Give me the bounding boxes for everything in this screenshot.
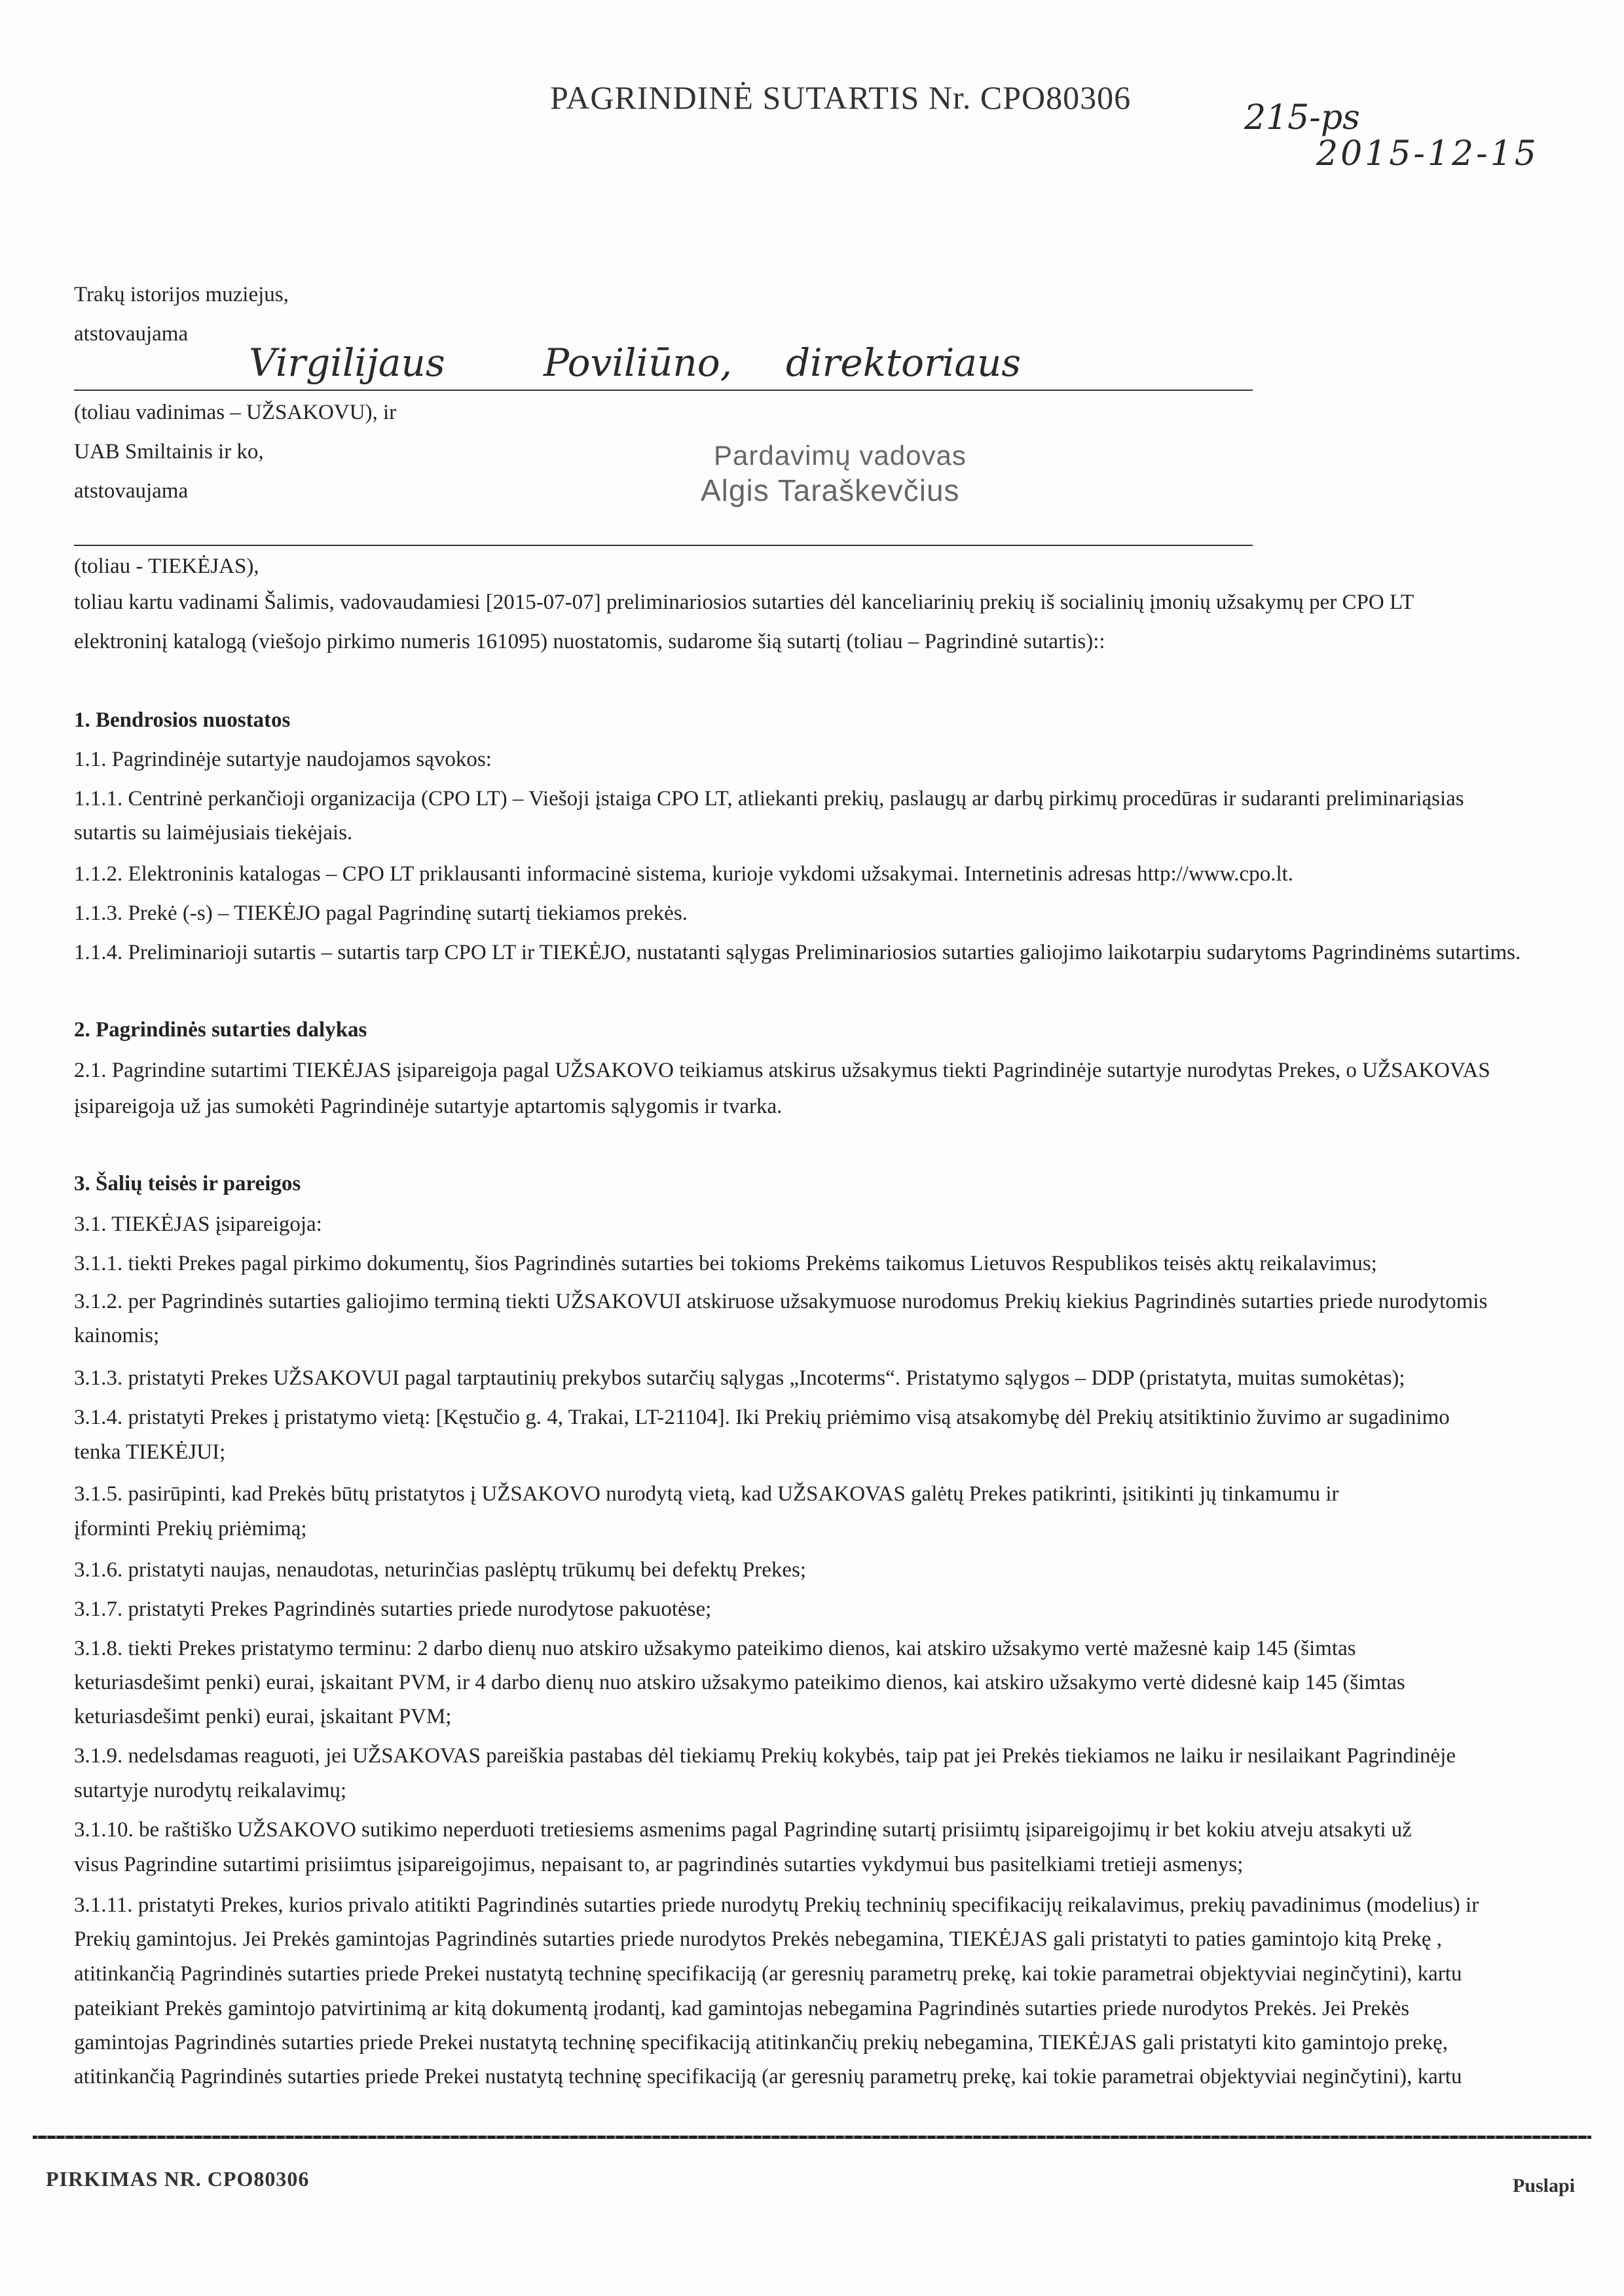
section-3-line: 3.1.4. pristatyti Prekes į pristatymo vietą: [Kęstučio g. 4, Trakai, LT-21104]. Iki Prekių priėmimo visą atsakomybę dėl Prekių atsitiktinio žuvimo ar sugadinimo	[74, 1406, 1450, 1429]
section-3-line: 3.1.10. be raštiško UŽSAKOVO sutikimo neperduoti tretiesiems asmenims pagal Pagrindinę sutartį prisiimtų įsipareigojimų ir bet kokiu atveju atsakyti už	[74, 1818, 1412, 1842]
section-3-line: gamintojas Pagrindinės sutarties priede Prekei nustatytą techninę specifikaciją atitinkančių prekių nebegamina, TIEKĖJAS gali pristatyti kito gamintojo prekę,	[74, 2031, 1448, 2054]
intro-line-1: toliau kartu vadinami Šalimis, vadovaudamiesi [2015-07-07] preliminariosios sutarties dėl kanceliarinių prekių iš socialinių įmonių užsakymų per CPO LT	[74, 591, 1414, 614]
section-2-line: įsipareigoja už jas sumokėti Pagrindinėje sutartyje aptartomis sąlygomis ir tvarka.	[74, 1095, 783, 1118]
section-3-line: įforminti Prekių priėmimą;	[74, 1517, 307, 1540]
intro-line-2: elektroninį katalogą (viešojo pirkimo numeris 161095) nuostatomis, sudarome šią sutartį (toliau – Pagrindinė sutartis)::	[74, 630, 1105, 653]
section-3-line: 3.1.9. nedelsdamas reaguoti, jei UŽSAKOVAS pareiškia pastabas dėl tiekiamų Prekių kokybės, taip pat jei Prekės tiekiamos ne laiku ir nesilaikant Pagrindinėje	[74, 1744, 1456, 1768]
footer-procurement-number: PIRKIMAS NR. CPO80306	[46, 2167, 310, 2191]
buyer-name: Trakų istorijos muziejus,	[74, 283, 289, 306]
section-3-line: tenka TIEKĖJUI;	[74, 1440, 226, 1464]
buyer-note: (toliau vadinimas – UŽSAKOVU), ir	[74, 401, 397, 424]
section-3-line: pateikiant Prekės gamintojo patvirtinimą ar kitą dokumentą įrodantį, kad gamintojas nebegamina Pagrindinės sutarties priede nurodytos Prekės. Jei Prekės	[74, 1997, 1410, 2020]
section-2-line: 2.1. Pagrindine sutartimi TIEKĖJAS įsipareigoja pagal UŽSAKOVO teikiamus atskirus užsakymus tiekti Pagrindinėje sutartyje nurodytas Prekes, o UŽSAKOVAS	[74, 1059, 1490, 1082]
buyer-signature-word-3: direktoriaus	[786, 340, 1022, 385]
buyer-signature-word-1: Virgilijaus	[249, 340, 445, 385]
page-title: PAGRINDINĖ SUTARTIS Nr. CPO80306	[550, 79, 1132, 116]
section-3-line: keturiasdešimt penki) eurai, įskaitant PVM;	[74, 1705, 452, 1728]
supplier-represented-label: atstovaujama	[74, 479, 189, 503]
section-3-line: keturiasdešimt penki) eurai, įskaitant PVM, ir 4 darbo dienų nuo atskiro užsakymo pateikimo dienos, kai atskiro užsakymo vertė didesnė kaip 145 (šimtas	[74, 1671, 1405, 1694]
section-3-line: 3.1.1. tiekti Prekes pagal pirkimo dokumentų, šios Pagrindinės sutarties bei tokioms Prekėms taikomus Lietuvos Respublikos teisės aktų reikalavimus;	[74, 1252, 1377, 1275]
section-3-line: 3.1.5. pasirūpinti, kad Prekės būtų pristatytos į UŽSAKOVO nurodytą vietą, kad UŽSAKOVAS galėtų Prekes patikrinti, įsitikinti jų tinkamumu ir	[74, 1482, 1339, 1506]
section-3-line: 3.1. TIEKĖJAS įsipareigoja:	[74, 1212, 322, 1236]
footer-page-label: Puslapi	[1513, 2175, 1576, 2196]
supplier-note: (toliau - TIEKĖJAS),	[74, 555, 259, 578]
stamp-name: Algis Taraškevčius	[701, 473, 960, 507]
buyer-signature-word-2: Poviliūno,	[544, 340, 733, 385]
section-3-line: 3.1.11. pristatyti Prekes, kurios privalo atitikti Pagrindinės sutarties priede nurodytų Prekių techninių specifikacijų reikalavimus, prekių pavadinimus (modelius) ir	[74, 1893, 1479, 1917]
section-3-line: visus Pagrindine sutartimi prisiimtus įsipareigojimus, nepaisant to, ar pagrindinės sutarties vykdymui bus pasitelkiami tretieji asmenys;	[74, 1853, 1244, 1876]
supplier-representative-line	[74, 545, 1253, 546]
section-3-line: 3.1.7. pristatyti Prekes Pagrindinės sutarties priede nurodytose pakuotėse;	[74, 1597, 712, 1621]
handwritten-registration-number: 215-ps	[1244, 98, 1360, 137]
section-1-heading: 1. Bendrosios nuostatos	[74, 708, 291, 732]
supplier-name: UAB Smiltainis ir ko,	[74, 440, 264, 464]
section-1-line: 1.1.1. Centrinė perkančioji organizacija (CPO LT) – Viešoji įstaiga CPO LT, atliekanti prekių, paslaugų ar darbų pirkimų procedūras ir sudaranti preliminariąsias	[74, 787, 1464, 811]
buyer-represented-label: atstovaujama	[74, 322, 189, 346]
section-1-line: 1.1.4. Preliminarioji sutartis – sutartis tarp CPO LT ir TIEKĖJO, nustatanti sąlygas Preliminariosios sutarties galiojimo laikotarpiu sudarytoms Pagrindinėms sutartims.	[74, 941, 1521, 964]
section-3-line: sutartyje nurodytų reikalavimų;	[74, 1779, 347, 1802]
footer-divider	[33, 2136, 1591, 2139]
section-3-line: 3.1.8. tiekti Prekes pristatymo terminu: 2 darbo dienų nuo atskiro užsakymo pateikimo dienos, kai atskiro užsakymo vertė mažesnė kaip 145 (šimtas	[74, 1637, 1356, 1660]
section-3-heading: 3. Šalių teisės ir pareigos	[74, 1172, 301, 1195]
stamp-role: Pardavimų vadovas	[714, 440, 967, 471]
handwritten-registration-date: 2015-12-15	[1316, 134, 1539, 173]
section-1-line: 1.1.2. Elektroninis katalogas – CPO LT priklausanti informacinė sistema, kurioje vykdomi užsakymai. Internetinis adresas http://www.cpo.lt.	[74, 862, 1294, 886]
section-3-line: atitinkančią Pagrindinės sutarties priede Prekei nustatytą techninę specifikaciją (ar geresnių parametrų prekę, kai tokie parametrai objektyviai neginčytini), kartu	[74, 1962, 1462, 1986]
section-3-line: 3.1.3. pristatyti Prekes UŽSAKOVUI pagal tarptautinių prekybos sutarčių sąlygas „Incoterms“. Pristatymo sąlygos – DDP (pristatyta, muitas sumokėtas);	[74, 1366, 1405, 1390]
section-3-line: 3.1.6. pristatyti naujas, nenaudotas, neturinčias paslėptų trūkumų bei defektų Prekes;	[74, 1558, 807, 1582]
section-3-line: Prekių gamintojus. Jei Prekės gamintojas Pagrindinės sutarties priede nurodytos Prekės nebegamina, TIEKĖJAS gali pristatyti to paties gamintojo kitą Prekę ,	[74, 1927, 1443, 1951]
section-2-heading: 2. Pagrindinės sutarties dalykas	[74, 1018, 367, 1042]
section-1-line: 1.1.3. Prekė (-s) – TIEKĖJO pagal Pagrindinę sutartį tiekiamos prekės.	[74, 902, 688, 925]
section-3-line: 3.1.2. per Pagrindinės sutarties galiojimo terminą tiekti UŽSAKOVUI atskiruose užsakymuose nurodomus Prekių kiekius Pagrindinės sutarties priede nurodytomis	[74, 1290, 1488, 1313]
section-1-line: sutartis su laimėjusiais tiekėjais.	[74, 821, 353, 845]
section-3-line: atitinkančią Pagrindinės sutarties priede Prekei nustatytą techninę specifikaciją (ar geresnių parametrų prekę, kai tokie parametrai objektyviai neginčytini), kartu	[74, 2065, 1462, 2088]
buyer-representative-line	[74, 390, 1253, 391]
section-3-line: kainomis;	[74, 1324, 160, 1347]
section-1-line: 1.1. Pagrindinėje sutartyje naudojamos sąvokos:	[74, 748, 492, 771]
